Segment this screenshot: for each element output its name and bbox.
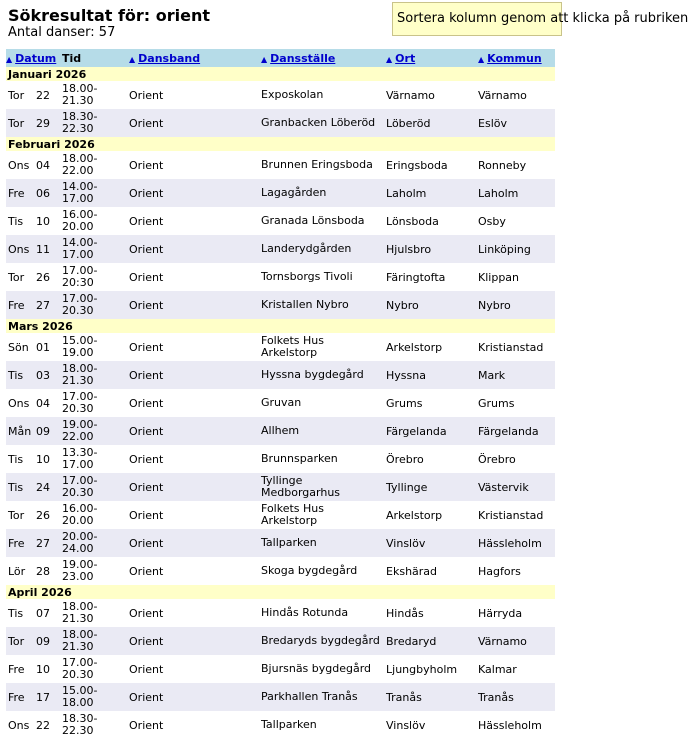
table-row[interactable] (6, 109, 555, 137)
kommun-cell: Kristianstad (478, 333, 555, 361)
ort-cell: Ljungbyholm (386, 655, 478, 683)
time-end: 22.30 (62, 724, 94, 737)
sort-up-icon: ▲ (6, 54, 13, 64)
date-cell: 28 (36, 557, 62, 585)
sort-ort-link[interactable]: Ort (395, 51, 416, 65)
date-cell: 04 (36, 151, 62, 179)
date-cell: 29 (36, 109, 62, 137)
kommun-cell: Mark (478, 361, 555, 389)
band-cell: Orient (129, 655, 261, 683)
weekday-cell: Lör (6, 557, 36, 585)
venue-line: Granada Lönsboda (261, 214, 365, 227)
kommun-cell: Värnamo (478, 81, 555, 109)
time-cell (62, 417, 129, 445)
ort-cell: Färgelanda (386, 417, 478, 445)
time-start: 16.00- (62, 208, 98, 221)
weekday-cell: Ons (6, 235, 36, 263)
ort-cell: Lönsboda (386, 207, 478, 235)
band-cell: Orient (129, 711, 261, 739)
band-cell: Orient (129, 445, 261, 473)
date-cell: 17 (36, 683, 62, 711)
time-start: 18.00- (62, 600, 98, 613)
weekday-cell: Ons (6, 389, 36, 417)
ort-cell: Nybro (386, 291, 478, 319)
results-table (6, 49, 555, 739)
time-start: 17.00- (62, 474, 98, 487)
band-cell: Orient (129, 557, 261, 585)
weekday-cell: Fre (6, 529, 36, 557)
time-start: 14.00- (62, 236, 98, 249)
band-cell: Orient (129, 501, 261, 529)
venue-line: Arkelstorp (261, 346, 318, 359)
table-row[interactable] (6, 711, 555, 739)
header-datum[interactable] (6, 49, 62, 67)
time-end: 20.00 (62, 220, 94, 233)
venue-line: Medborgarhus (261, 486, 341, 499)
time-end: 23.00 (62, 570, 94, 583)
time-start: 20.00- (62, 530, 98, 543)
time-cell (62, 389, 129, 417)
weekday-cell: Fre (6, 655, 36, 683)
date-cell: 10 (36, 445, 62, 473)
date-cell: 27 (36, 529, 62, 557)
ort-cell: Hyssna (386, 361, 478, 389)
kommun-cell: Örebro (478, 445, 555, 473)
ort-cell: Arkelstorp (386, 501, 478, 529)
weekday-cell: Tor (6, 81, 36, 109)
table-row[interactable] (6, 151, 555, 179)
weekday-cell: Tis (6, 473, 36, 501)
kommun-cell: Eslöv (478, 109, 555, 137)
table-row[interactable] (6, 473, 555, 501)
weekday-cell: Tis (6, 445, 36, 473)
band-cell: Orient (129, 417, 261, 445)
venue-line: Tornsborgs Tivoli (261, 270, 353, 283)
time-cell (62, 627, 129, 655)
time-cell (62, 599, 129, 627)
table-row[interactable] (6, 599, 555, 627)
sort-tooltip: Sortera kolumn genom att klicka på rubriken (392, 2, 562, 36)
table-row[interactable] (6, 263, 555, 291)
time-end: 18.00 (62, 696, 94, 709)
time-end: 17.00 (62, 192, 94, 205)
date-cell: 09 (36, 417, 62, 445)
time-start: 15.00- (62, 334, 98, 347)
time-cell (62, 361, 129, 389)
time-end: 17.00 (62, 458, 94, 471)
time-end: 22.30 (62, 122, 94, 135)
venue-cell (261, 109, 386, 137)
kommun-cell: Klippan (478, 263, 555, 291)
table-row[interactable] (6, 81, 555, 109)
band-cell: Orient (129, 81, 261, 109)
venue-cell (261, 473, 386, 501)
sort-dansband-link[interactable]: Dansband (138, 51, 201, 65)
time-end: 20.30 (62, 486, 94, 499)
time-start: 17.00- (62, 656, 98, 669)
time-cell (62, 711, 129, 739)
month-heading: April 2026 (6, 585, 555, 599)
date-cell: 01 (36, 333, 62, 361)
month-row (6, 67, 555, 81)
venue-cell (261, 655, 386, 683)
venue-cell (261, 417, 386, 445)
table-row[interactable] (6, 361, 555, 389)
date-cell: 27 (36, 291, 62, 319)
table-row[interactable] (6, 291, 555, 319)
time-start: 19.00- (62, 558, 98, 571)
sort-icon: ▲ (129, 54, 136, 64)
month-heading: Februari 2026 (6, 137, 555, 151)
venue-cell (261, 711, 386, 739)
time-end: 21.30 (62, 374, 94, 387)
time-end: 20.30 (62, 402, 94, 415)
band-cell: Orient (129, 333, 261, 361)
table-row[interactable] (6, 529, 555, 557)
time-cell (62, 235, 129, 263)
month-heading: Januari 2026 (6, 67, 555, 81)
table-row[interactable] (6, 501, 555, 529)
weekday-cell: Mån (6, 417, 36, 445)
venue-cell (261, 333, 386, 361)
venue-line: Gruvan (261, 396, 302, 409)
time-cell (62, 109, 129, 137)
band-cell: Orient (129, 361, 261, 389)
ort-cell: Tranås (386, 683, 478, 711)
venue-line: Exposkolan (261, 88, 324, 101)
venue-cell (261, 235, 386, 263)
time-cell (62, 557, 129, 585)
kommun-cell: Linköping (478, 235, 555, 263)
kommun-cell: Hässleholm (478, 529, 555, 557)
month-heading: Mars 2026 (6, 319, 555, 333)
band-cell: Orient (129, 235, 261, 263)
time-start: 13.30- (62, 446, 98, 459)
venue-cell (261, 263, 386, 291)
venue-cell (261, 501, 386, 529)
time-cell (62, 683, 129, 711)
weekday-cell: Tor (6, 627, 36, 655)
time-cell (62, 655, 129, 683)
kommun-cell: Laholm (478, 179, 555, 207)
time-end: 20.30 (62, 668, 94, 681)
venue-cell (261, 81, 386, 109)
weekday-cell: Tor (6, 263, 36, 291)
header-danstalle[interactable] (261, 49, 386, 67)
kommun-cell: Kristianstad (478, 501, 555, 529)
dance-count: Antal danser: 57 (8, 25, 116, 40)
kommun-cell: Tranås (478, 683, 555, 711)
kommun-cell: Grums (478, 389, 555, 417)
date-cell: 11 (36, 235, 62, 263)
venue-line: Allhem (261, 424, 300, 437)
venue-line: Kristallen Nybro (261, 298, 349, 311)
ort-cell: Färingtofta (386, 263, 478, 291)
month-row (6, 137, 555, 151)
band-cell: Orient (129, 151, 261, 179)
sort-danstalle-link[interactable]: Dansställe (270, 51, 336, 65)
weekday-cell: Tis (6, 207, 36, 235)
time-start: 16.00- (62, 502, 98, 515)
kommun-cell: Hässleholm (478, 711, 555, 739)
time-cell (62, 529, 129, 557)
band-cell: Orient (129, 473, 261, 501)
venue-line: Parkhallen Tranås (261, 690, 358, 703)
time-cell (62, 473, 129, 501)
venue-line: Hindås Rotunda (261, 606, 349, 619)
time-start: 18.00- (62, 362, 98, 375)
venue-cell (261, 599, 386, 627)
weekday-cell: Ons (6, 151, 36, 179)
weekday-cell: Tor (6, 109, 36, 137)
ort-cell: Ekshärad (386, 557, 478, 585)
band-cell: Orient (129, 627, 261, 655)
band-cell: Orient (129, 683, 261, 711)
venue-line: Bredaryds bygdegård (261, 634, 380, 647)
band-cell: Orient (129, 291, 261, 319)
venue-line: Brunnsparken (261, 452, 338, 465)
date-cell: 09 (36, 627, 62, 655)
time-end: 22.00 (62, 430, 94, 443)
date-cell: 06 (36, 179, 62, 207)
date-cell: 22 (36, 81, 62, 109)
venue-cell (261, 627, 386, 655)
table-row[interactable] (6, 417, 555, 445)
kommun-cell: Hagfors (478, 557, 555, 585)
time-cell (62, 333, 129, 361)
venue-cell (261, 361, 386, 389)
date-cell: 22 (36, 711, 62, 739)
kommun-cell: Ronneby (478, 151, 555, 179)
time-end: 22.00 (62, 164, 94, 177)
table-row[interactable] (6, 207, 555, 235)
time-end: 21.30 (62, 612, 94, 625)
time-end: 21.30 (62, 94, 94, 107)
venue-line: Lagagården (261, 186, 327, 199)
time-end: 19.00 (62, 346, 94, 359)
time-start: 18.00- (62, 152, 98, 165)
time-start: 18.00- (62, 628, 98, 641)
header-dansband[interactable] (129, 49, 261, 67)
date-cell: 24 (36, 473, 62, 501)
kommun-cell: Kalmar (478, 655, 555, 683)
time-cell (62, 151, 129, 179)
date-cell: 10 (36, 655, 62, 683)
kommun-cell: Värnamo (478, 627, 555, 655)
time-cell (62, 291, 129, 319)
ort-cell: Hindås (386, 599, 478, 627)
weekday-cell: Fre (6, 291, 36, 319)
ort-cell: Arkelstorp (386, 333, 478, 361)
ort-cell: Värnamo (386, 81, 478, 109)
venue-line: Brunnen Eringsboda (261, 158, 373, 171)
kommun-cell: Nybro (478, 291, 555, 319)
band-cell: Orient (129, 109, 261, 137)
sort-datum-link[interactable]: Datum (15, 51, 57, 65)
kommun-cell: Färgelanda (478, 417, 555, 445)
venue-line: Folkets Hus (261, 334, 324, 347)
ort-cell: Tyllinge (386, 473, 478, 501)
time-start: 17.00- (62, 390, 98, 403)
venue-line: Hyssna bygdegård (261, 368, 364, 381)
band-cell: Orient (129, 389, 261, 417)
venue-cell (261, 179, 386, 207)
band-cell: Orient (129, 207, 261, 235)
venue-line: Tallparken (261, 536, 317, 549)
time-end: 17.00 (62, 248, 94, 261)
ort-cell: Laholm (386, 179, 478, 207)
header-kommun[interactable] (478, 49, 555, 67)
table-row[interactable] (6, 557, 555, 585)
header-ort[interactable] (386, 49, 478, 67)
venue-cell (261, 529, 386, 557)
weekday-cell: Tis (6, 361, 36, 389)
time-end: 20.30 (62, 304, 94, 317)
venue-line: Landerydgården (261, 242, 352, 255)
table-row[interactable] (6, 235, 555, 263)
weekday-cell: Fre (6, 179, 36, 207)
ort-cell: Eringsboda (386, 151, 478, 179)
table-row[interactable] (6, 389, 555, 417)
time-start: 15.00- (62, 684, 98, 697)
date-cell: 10 (36, 207, 62, 235)
date-cell: 03 (36, 361, 62, 389)
venue-line: Folkets Hus (261, 502, 324, 515)
venue-line: Tallparken (261, 718, 317, 731)
band-cell: Orient (129, 599, 261, 627)
time-cell (62, 501, 129, 529)
time-cell (62, 445, 129, 473)
time-end: 21.30 (62, 640, 94, 653)
page-title: Sökresultat för: orient (8, 6, 211, 25)
header-tid (62, 49, 129, 67)
ort-cell: Vinslöv (386, 529, 478, 557)
date-cell: 26 (36, 501, 62, 529)
time-end: 20.00 (62, 514, 94, 527)
time-cell (62, 81, 129, 109)
time-start: 17.00- (62, 264, 98, 277)
table-row[interactable] (6, 683, 555, 711)
venue-line: Granbacken Löberöd (261, 116, 376, 129)
venue-cell (261, 683, 386, 711)
venue-cell (261, 445, 386, 473)
table-row[interactable] (6, 445, 555, 473)
venue-line: Bjursnäs bygdegård (261, 662, 372, 675)
kommun-cell: Härryda (478, 599, 555, 627)
venue-line: Skoga bygdegård (261, 564, 358, 577)
ort-cell: Hjulsbro (386, 235, 478, 263)
date-cell: 04 (36, 389, 62, 417)
time-start: 17.00- (62, 292, 98, 305)
date-cell: 26 (36, 263, 62, 291)
venue-cell (261, 207, 386, 235)
sort-icon: ▲ (478, 54, 485, 64)
venue-cell (261, 557, 386, 585)
weekday-cell: Ons (6, 711, 36, 739)
weekday-cell: Tor (6, 501, 36, 529)
time-end: 20:30 (62, 276, 94, 289)
ort-cell: Grums (386, 389, 478, 417)
sort-kommun-link[interactable]: Kommun (487, 51, 542, 65)
month-row (6, 585, 555, 599)
table-header-row (6, 49, 555, 67)
time-start: 19.00- (62, 418, 98, 431)
table-row[interactable] (6, 655, 555, 683)
weekday-cell: Tis (6, 599, 36, 627)
venue-line: Tyllinge (261, 474, 303, 487)
band-cell: Orient (129, 263, 261, 291)
date-cell: 07 (36, 599, 62, 627)
venue-line: Arkelstorp (261, 514, 318, 527)
time-start: 18.00- (62, 82, 98, 95)
time-start: 14.00- (62, 180, 98, 193)
sort-icon: ▲ (261, 54, 268, 64)
venue-cell (261, 151, 386, 179)
weekday-cell: Sön (6, 333, 36, 361)
sort-icon: ▲ (386, 54, 393, 64)
time-cell (62, 179, 129, 207)
time-start: 18.30- (62, 110, 98, 123)
month-row (6, 319, 555, 333)
table-row[interactable] (6, 627, 555, 655)
venue-cell (261, 389, 386, 417)
ort-cell: Örebro (386, 445, 478, 473)
venue-cell (261, 291, 386, 319)
table-row[interactable] (6, 333, 555, 361)
time-start: 18.30- (62, 712, 98, 725)
band-cell: Orient (129, 179, 261, 207)
kommun-cell: Västervik (478, 473, 555, 501)
header-tid-label: Tid (62, 51, 82, 65)
time-cell (62, 207, 129, 235)
table-row[interactable] (6, 179, 555, 207)
band-cell: Orient (129, 529, 261, 557)
ort-cell: Löberöd (386, 109, 478, 137)
weekday-cell: Fre (6, 683, 36, 711)
ort-cell: Vinslöv (386, 711, 478, 739)
time-end: 24.00 (62, 542, 94, 555)
kommun-cell: Osby (478, 207, 555, 235)
time-cell (62, 263, 129, 291)
ort-cell: Bredaryd (386, 627, 478, 655)
